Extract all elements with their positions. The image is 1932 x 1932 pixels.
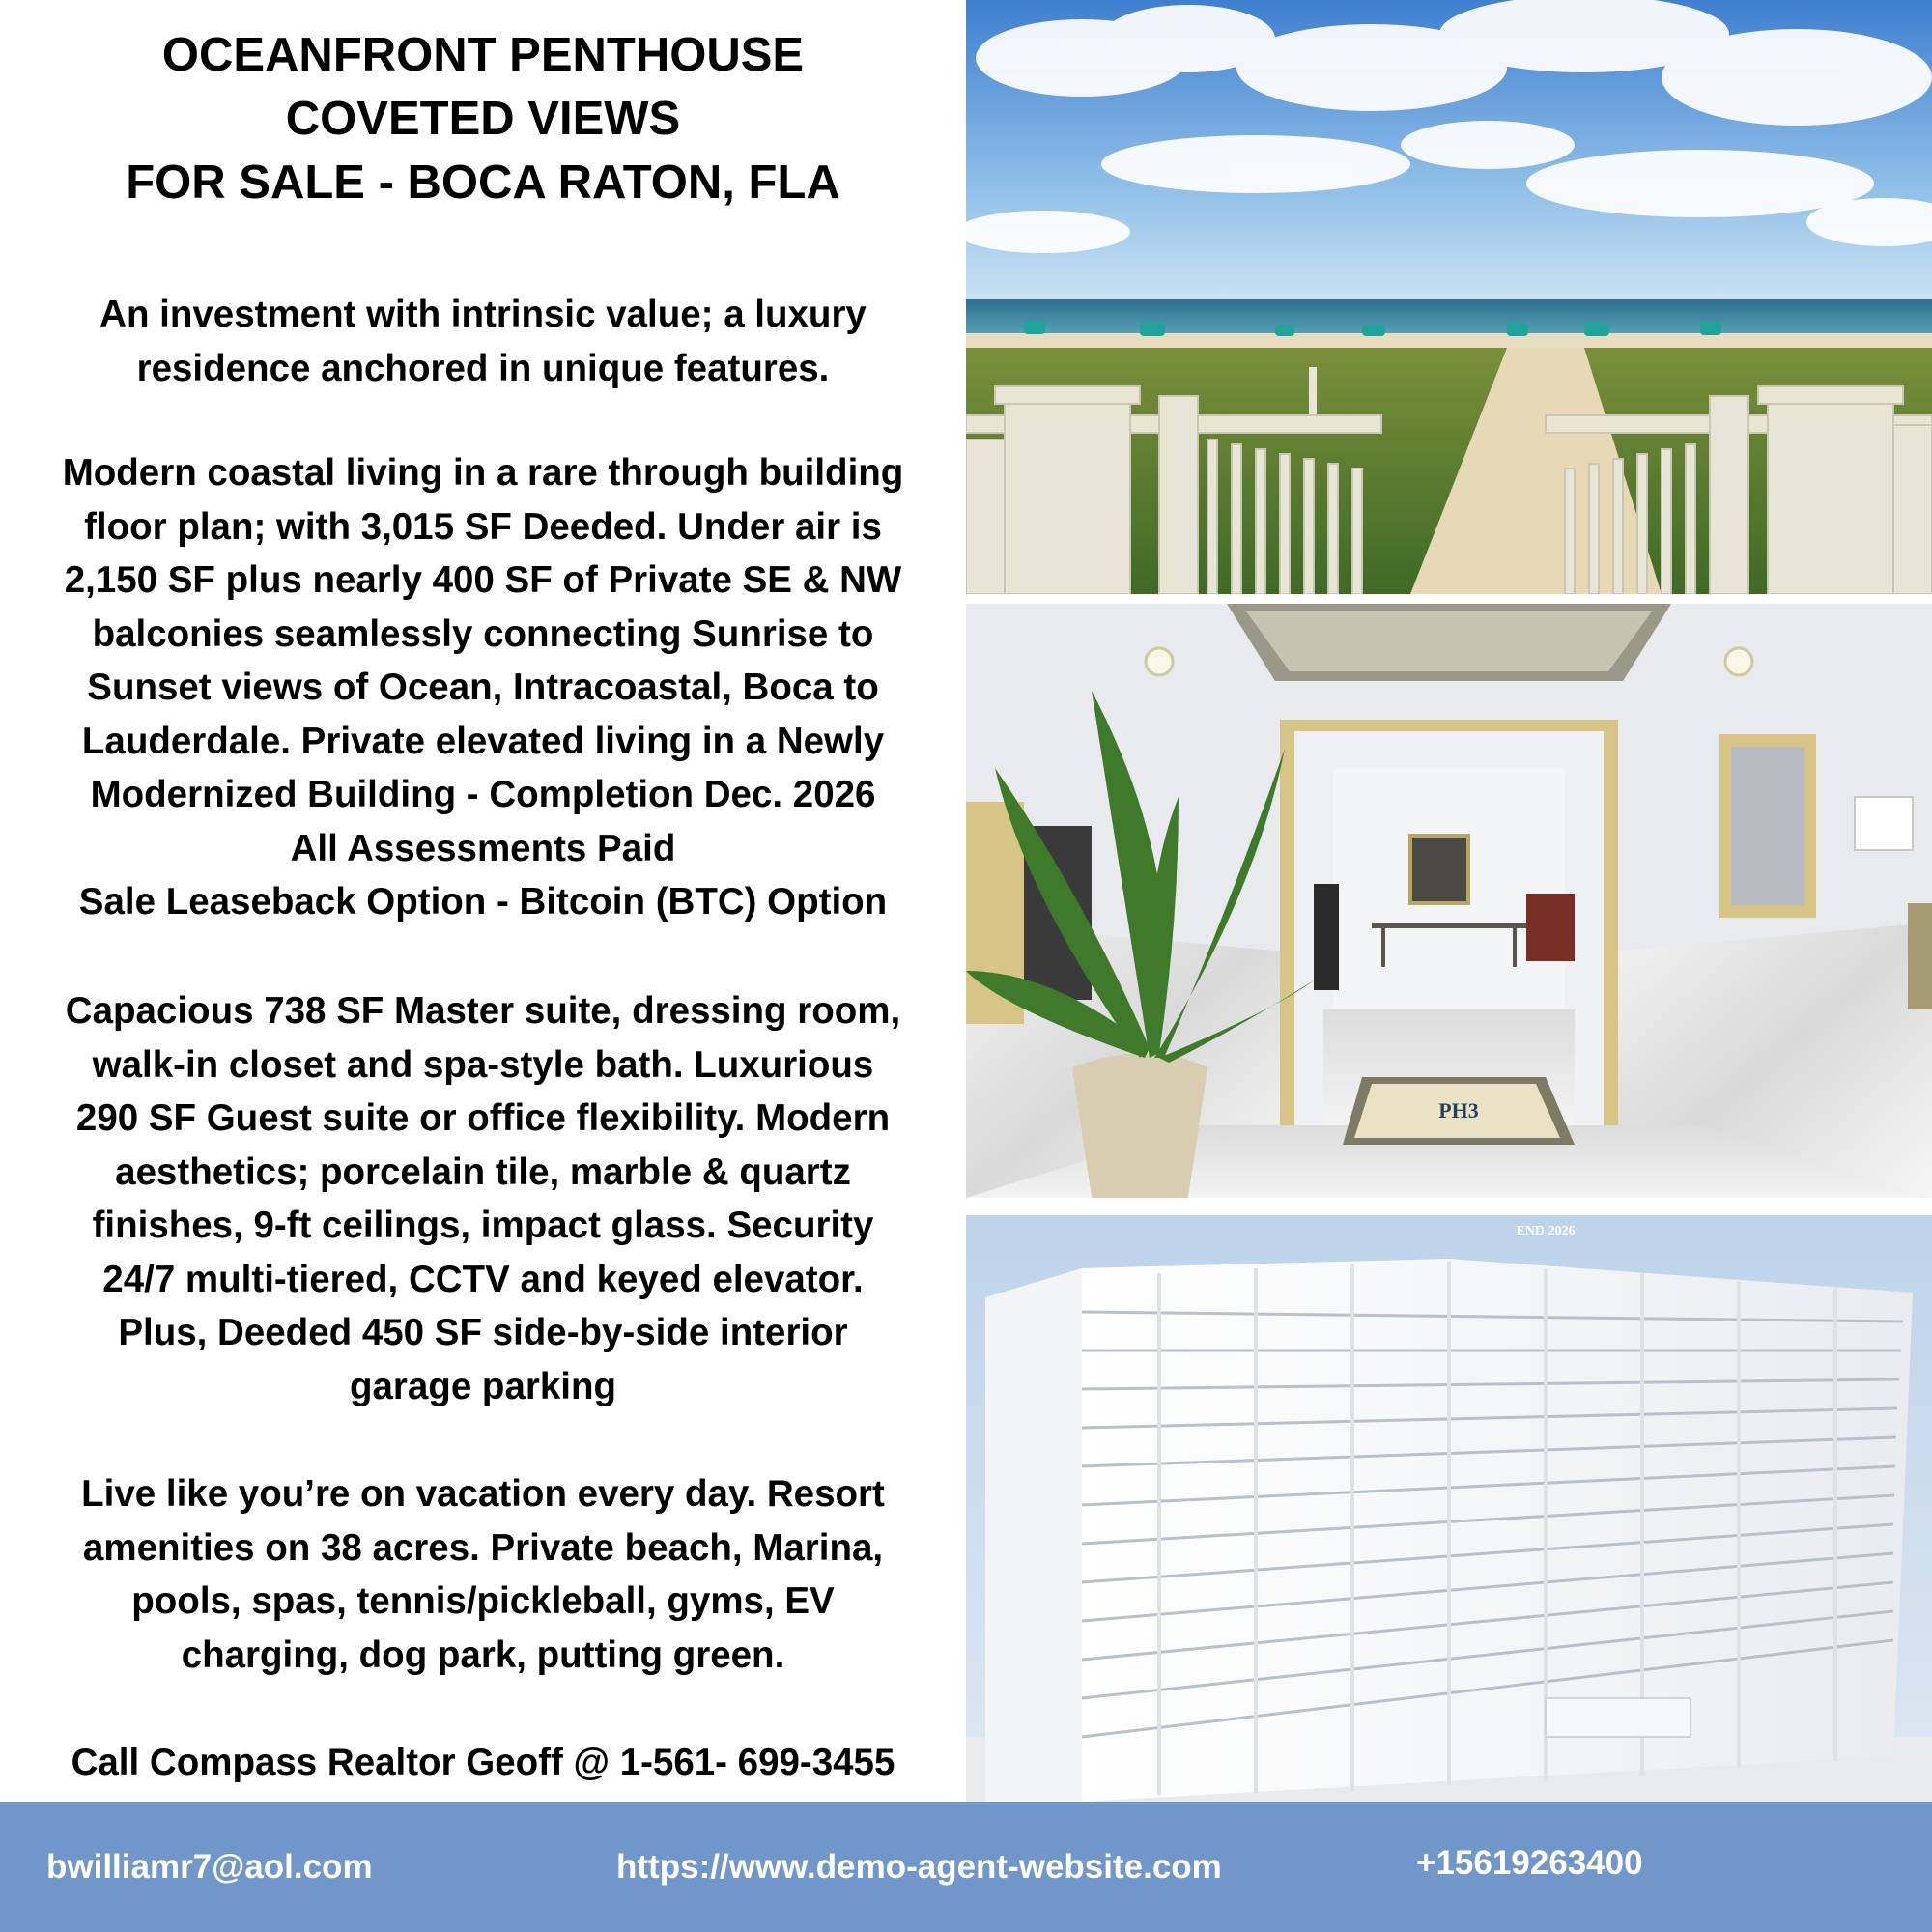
building-rendering-photo bbox=[966, 1215, 1932, 1802]
end-2026-label: END 2026 bbox=[1516, 1224, 1576, 1238]
phone-link[interactable]: +15619263400 bbox=[1416, 1844, 1643, 1882]
email-link[interactable]: bwilliamr7@aol.com bbox=[46, 1848, 373, 1886]
ph3-mat-text: PH3 bbox=[1438, 1098, 1479, 1122]
intro-paragraph bbox=[0, 288, 966, 395]
text-line: 290 SF Guest suite or office flexibility. Modern bbox=[75, 1097, 891, 1139]
text-line: pools, spas, tennis/pickleball, gyms, EV bbox=[131, 1580, 835, 1622]
text-line: amenities on 38 acres. Private beach, Marina, bbox=[82, 1526, 884, 1569]
listing-headline bbox=[0, 23, 966, 214]
text-line: All Assessments Paid bbox=[290, 827, 676, 869]
contact-footer bbox=[0, 1802, 1932, 1932]
text-line: Modernized Building - Completion Dec. 2026 bbox=[90, 774, 876, 815]
headline-line: COVETED VIEWS bbox=[285, 93, 681, 145]
text-line: balconies seamlessly connecting Sunrise to bbox=[92, 612, 874, 655]
realtor-phone-text: Call Compass Realtor Geoff @ 1-561- 699-3455 bbox=[71, 1742, 895, 1783]
beach-path-photo bbox=[966, 0, 1932, 594]
lobby-photo bbox=[966, 604, 1932, 1198]
text-line: aesthetics; porcelain tile, marble & quartz bbox=[115, 1151, 851, 1193]
headline-line: OCEANFRONT PENTHOUSE bbox=[161, 29, 805, 81]
text-line: 24/7 multi-tiered, CCTV and keyed elevator. bbox=[102, 1258, 864, 1300]
text-line: garage parking bbox=[349, 1365, 616, 1407]
text-line: Sunset views of Ocean, Intracoastal, Boca to bbox=[87, 667, 879, 708]
suite-paragraph bbox=[0, 984, 966, 1413]
text-line: 2,150 SF plus nearly 400 SF of Private SE & NW bbox=[64, 559, 902, 601]
website-link[interactable]: https://www.demo-agent-website.com bbox=[616, 1848, 1222, 1886]
text-line: Lauderdale. Private elevated living in a Newly bbox=[81, 720, 885, 762]
text-line: Capacious 738 SF Master suite, dressing room, bbox=[65, 990, 901, 1032]
text-line: Plus, Deeded 450 SF side-by-side interior bbox=[118, 1312, 848, 1353]
floorplan-paragraph bbox=[0, 446, 966, 929]
lifestyle-paragraph bbox=[0, 1467, 966, 1682]
call-to-action bbox=[0, 1736, 966, 1790]
text-line: walk-in closet and spa-style bath. Luxurious bbox=[92, 1043, 874, 1086]
text-line: Sale Leaseback Option - Bitcoin (BTC) Option bbox=[78, 881, 888, 923]
text-line: floor plan; with 3,015 SF Deeded. Under air is bbox=[84, 505, 882, 548]
headline-line: FOR SALE - BOCA RATON, FLA bbox=[126, 156, 840, 209]
text-line: finishes, 9-ft ceilings, impact glass. Security bbox=[92, 1205, 874, 1246]
text-line: charging, dog park, putting green. bbox=[181, 1634, 785, 1676]
text-line: An investment with intrinsic value; a luxury bbox=[99, 294, 867, 335]
listing-text-column bbox=[0, 0, 966, 1802]
text-line: residence anchored in unique features. bbox=[136, 347, 830, 389]
text-line: Modern coastal living in a rare through building bbox=[62, 452, 904, 494]
text-line: Live like you’re on vacation every day. Resort bbox=[81, 1473, 885, 1515]
